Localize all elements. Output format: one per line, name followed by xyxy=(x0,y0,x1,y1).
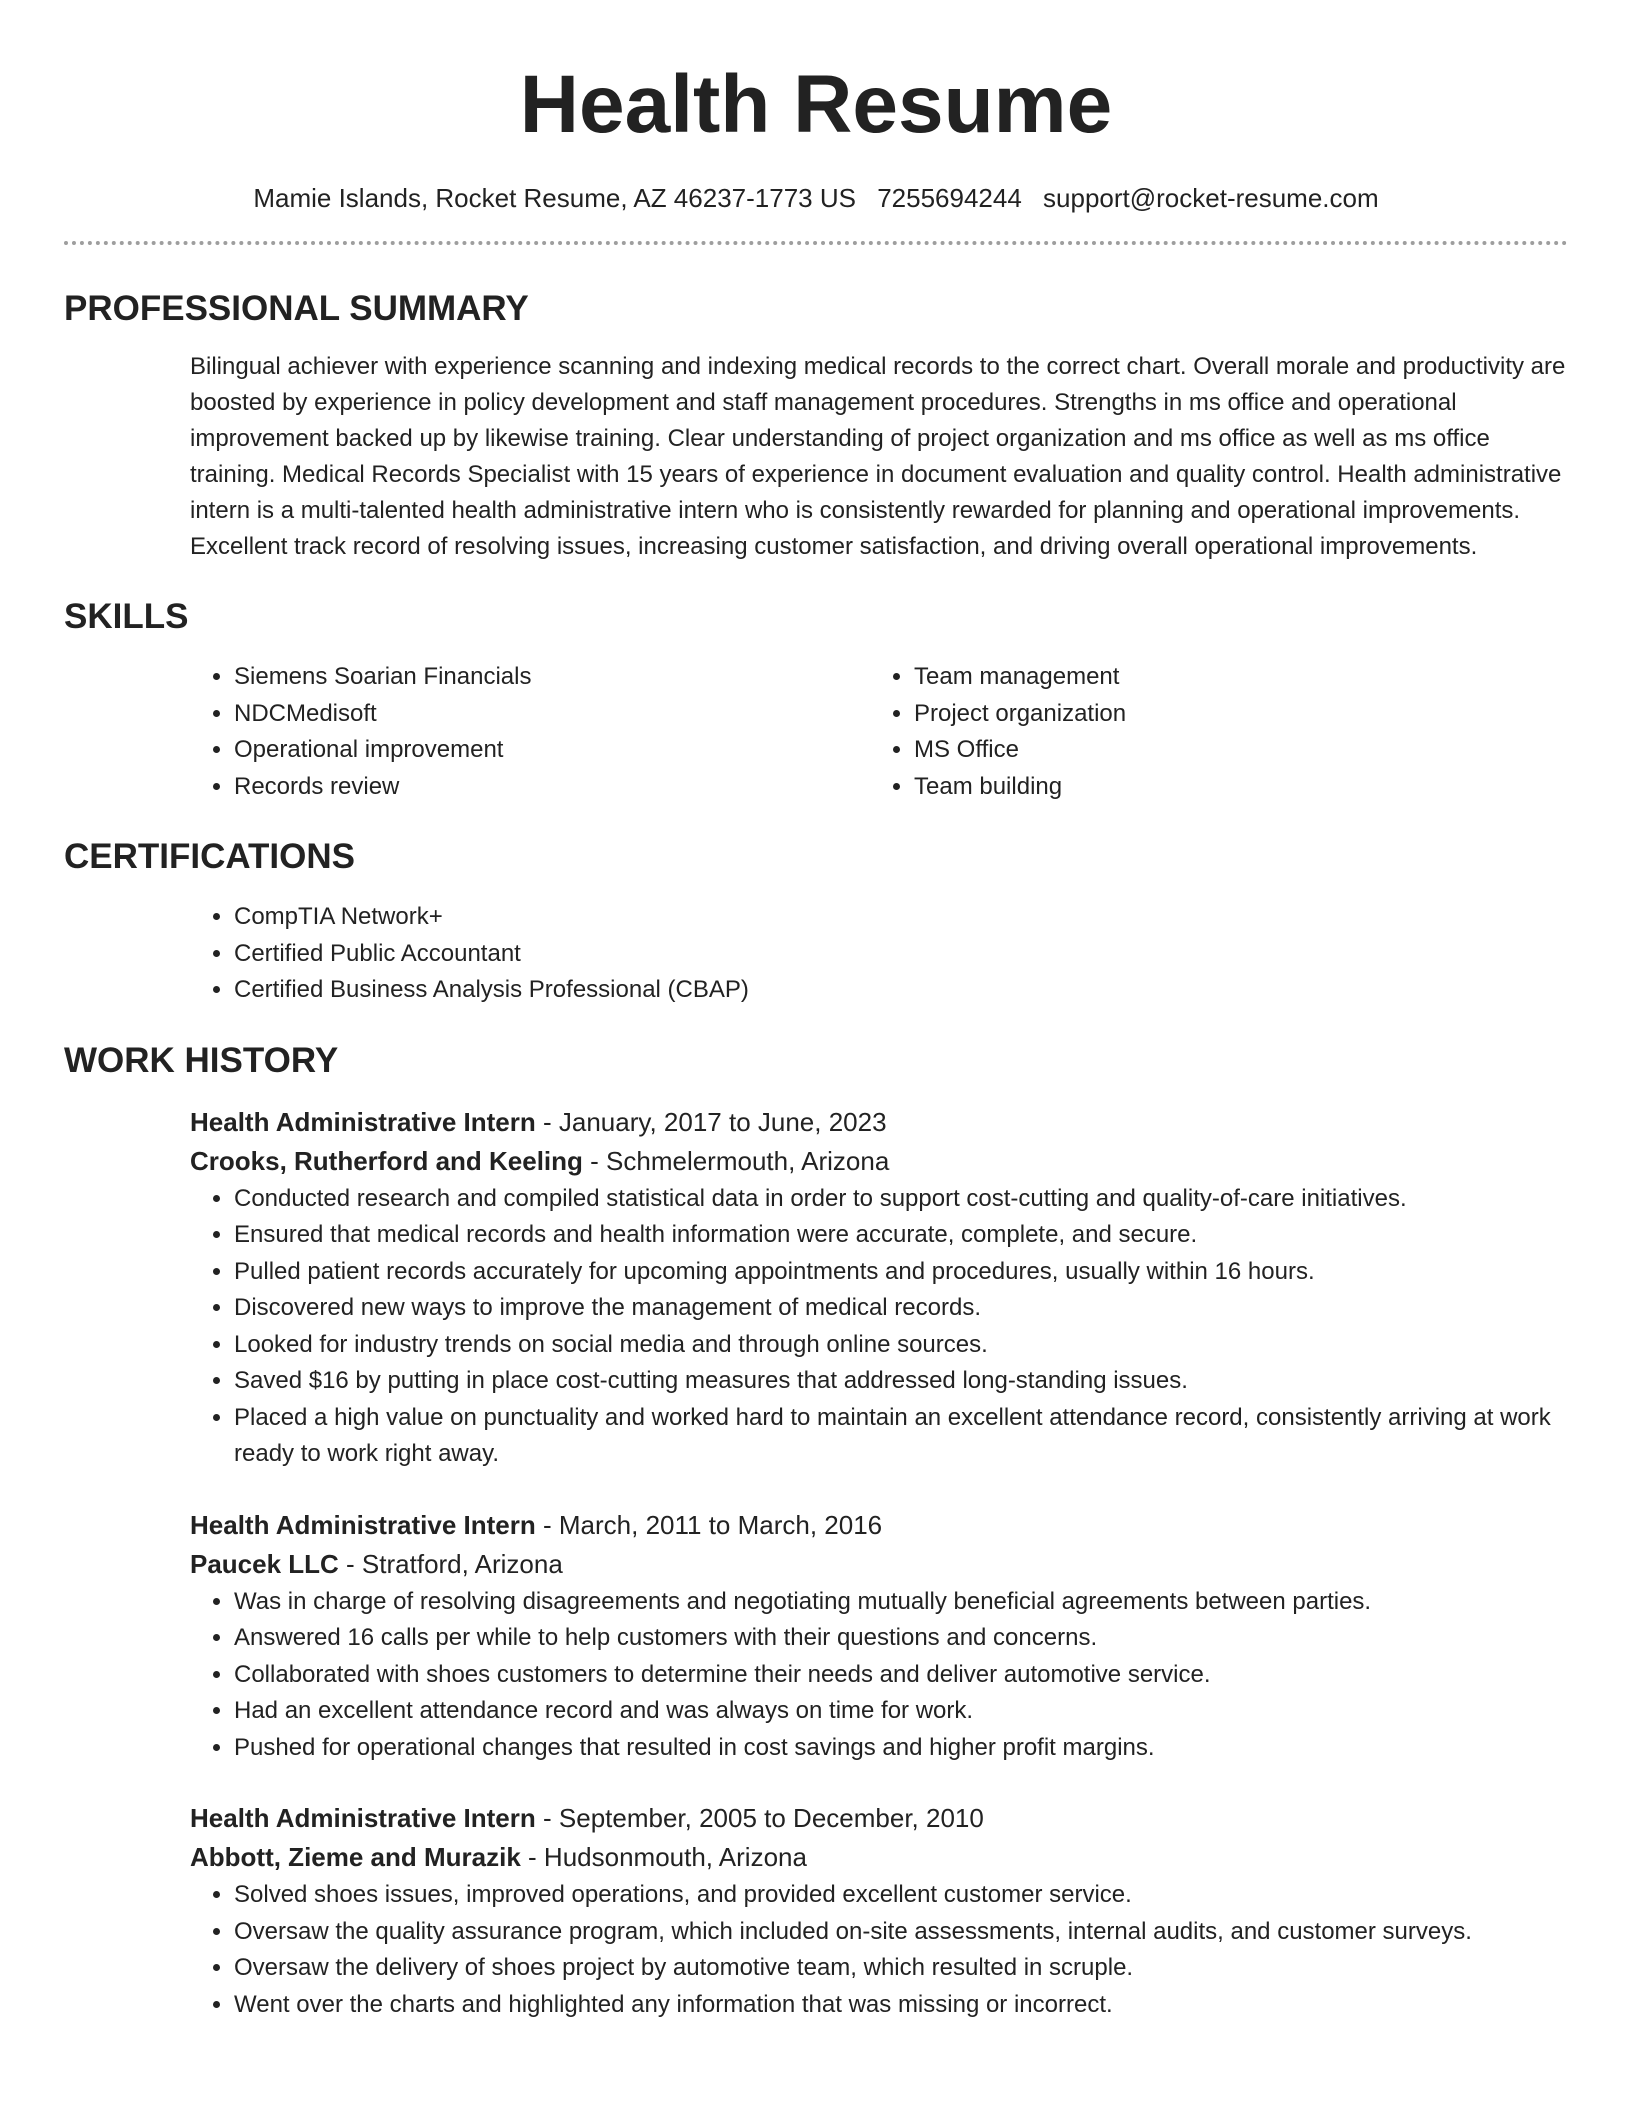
skill-item: • MS Office xyxy=(914,732,1550,769)
skills-columns xyxy=(190,659,1568,805)
job-bullets xyxy=(190,1181,1568,1473)
job-bullet: • Pulled patient records accurately for upcoming appointments and procedures, usually within 16 hours. xyxy=(234,1254,1568,1291)
skill-item: • Operational improvement xyxy=(234,732,870,769)
summary-section xyxy=(64,287,1568,565)
certification-item: • Certified Business Analysis Professional (CBAP) xyxy=(234,972,1568,1009)
job-title-line xyxy=(190,1103,1568,1142)
contact-email: support@rocket-resume.com xyxy=(1043,183,1379,213)
job-location: - Hudsonmouth, Arizona xyxy=(520,1842,807,1872)
job-title: Health Administrative Intern xyxy=(190,1803,536,1833)
job-entry xyxy=(190,1506,1568,1767)
job-entry xyxy=(190,1103,1568,1473)
job-company-line xyxy=(190,1142,1568,1181)
skill-item: • NDCMedisoft xyxy=(234,696,870,733)
job-entry xyxy=(190,1799,1568,2023)
skill-item: • Records review xyxy=(234,769,870,806)
certification-item: • CompTIA Network+ xyxy=(234,899,1568,936)
skill-item: • Team management xyxy=(914,659,1550,696)
job-title-line xyxy=(190,1506,1568,1545)
contact-address: Mamie Islands, Rocket Resume, AZ 46237-1773 US xyxy=(253,183,856,213)
job-company: Abbott, Zieme and Murazik xyxy=(190,1842,521,1872)
header-divider xyxy=(64,241,1568,245)
job-bullet: • Was in charge of resolving disagreements and negotiating mutually beneficial agreements between parties. xyxy=(234,1584,1568,1621)
summary-text: Bilingual achiever with experience scanning and indexing medical records to the correct chart. Overall morale and productivity are boosted by experience in policy development and staff management procedures. Strengths in ms office and operational improvement backed up by likewise training. Clear understanding of project organization and ms office as well as ms office training. Medical Records Specialist with 15 years of experience in document evaluation and quality control. Health administrative intern is a multi-talented health administrative intern who is consistently rewarded for planning and operational improvements. Excellent track record of resolving issues, increasing customer satisfaction, and driving overall operational improvements. xyxy=(190,353,1566,560)
job-bullet: • Saved $16 by putting in place cost-cutting measures that addressed long-standing issues. xyxy=(234,1363,1568,1400)
skills-column-left xyxy=(190,659,870,805)
certifications-section xyxy=(64,835,1568,1009)
certification-item: • Certified Public Accountant xyxy=(234,936,1568,973)
job-title-line xyxy=(190,1799,1568,1838)
job-dates: - January, 2017 to June, 2023 xyxy=(535,1106,887,1137)
job-location: - Stratford, Arizona xyxy=(338,1548,563,1579)
job-bullets xyxy=(190,1877,1568,2023)
skills-heading: SKILLS xyxy=(64,597,189,636)
job-bullet: • Placed a high value on punctuality and worked hard to maintain an excellent attendance record, consistently arriving at work ready to work right away. xyxy=(234,1400,1568,1473)
skills-section xyxy=(64,595,1568,805)
job-bullet: • Pushed for operational changes that resulted in cost savings and higher profit margins. xyxy=(234,1730,1568,1767)
page-title: Health Resume xyxy=(519,59,1113,150)
certifications-heading: CERTIFICATIONS xyxy=(64,837,356,876)
skills-column-right xyxy=(870,659,1550,805)
skill-item: • Project organization xyxy=(914,696,1550,733)
work-history-heading: WORK HISTORY xyxy=(64,1040,339,1080)
job-bullet: • Oversaw the quality assurance program, which included on-site assessments, internal audits, and customer surveys. xyxy=(234,1914,1568,1951)
contact-phone: 7255694244 xyxy=(877,183,1022,213)
job-location: - Schmelermouth, Arizona xyxy=(582,1145,890,1176)
certifications-list xyxy=(190,899,1568,1009)
job-bullet: • Ensured that medical records and health information were accurate, complete, and secure. xyxy=(234,1217,1568,1254)
skill-item: • Siemens Soarian Financials xyxy=(234,659,870,696)
job-bullet: • Answered 16 calls per while to help customers with their questions and concerns. xyxy=(234,1620,1568,1657)
job-company-line xyxy=(190,1838,1568,1877)
job-title: Health Administrative Intern xyxy=(190,1509,536,1540)
job-company: Paucek LLC xyxy=(190,1548,339,1579)
job-title: Health Administrative Intern xyxy=(190,1106,536,1137)
job-company: Crooks, Rutherford and Keeling xyxy=(190,1145,583,1176)
job-bullet: • Collaborated with shoes customers to determine their needs and deliver automotive service. xyxy=(234,1657,1568,1694)
summary-heading: PROFESSIONAL SUMMARY xyxy=(64,289,529,328)
job-bullet: • Had an excellent attendance record and was always on time for work. xyxy=(234,1693,1568,1730)
job-dates: - March, 2011 to March, 2016 xyxy=(535,1509,883,1540)
job-company-line xyxy=(190,1545,1568,1584)
skill-item: • Team building xyxy=(914,769,1550,806)
contact-line xyxy=(64,181,1568,215)
job-bullet: • Discovered new ways to improve the management of medical records. xyxy=(234,1290,1568,1327)
job-bullet: • Conducted research and compiled statistical data in order to support cost-cutting and quality-of-care initiatives. xyxy=(234,1181,1568,1218)
job-bullet: • Looked for industry trends on social media and through online sources. xyxy=(234,1327,1568,1364)
job-bullet: • Oversaw the delivery of shoes project by automotive team, which resulted in scruple. xyxy=(234,1950,1568,1987)
job-bullet: • Solved shoes issues, improved operations, and provided excellent customer service. xyxy=(234,1877,1568,1914)
job-dates: - September, 2005 to December, 2010 xyxy=(535,1803,984,1833)
work-history-section xyxy=(64,1039,1568,2024)
job-bullets xyxy=(190,1584,1568,1767)
job-bullet: • Went over the charts and highlighted any information that was missing or incorrect. xyxy=(234,1987,1568,2024)
